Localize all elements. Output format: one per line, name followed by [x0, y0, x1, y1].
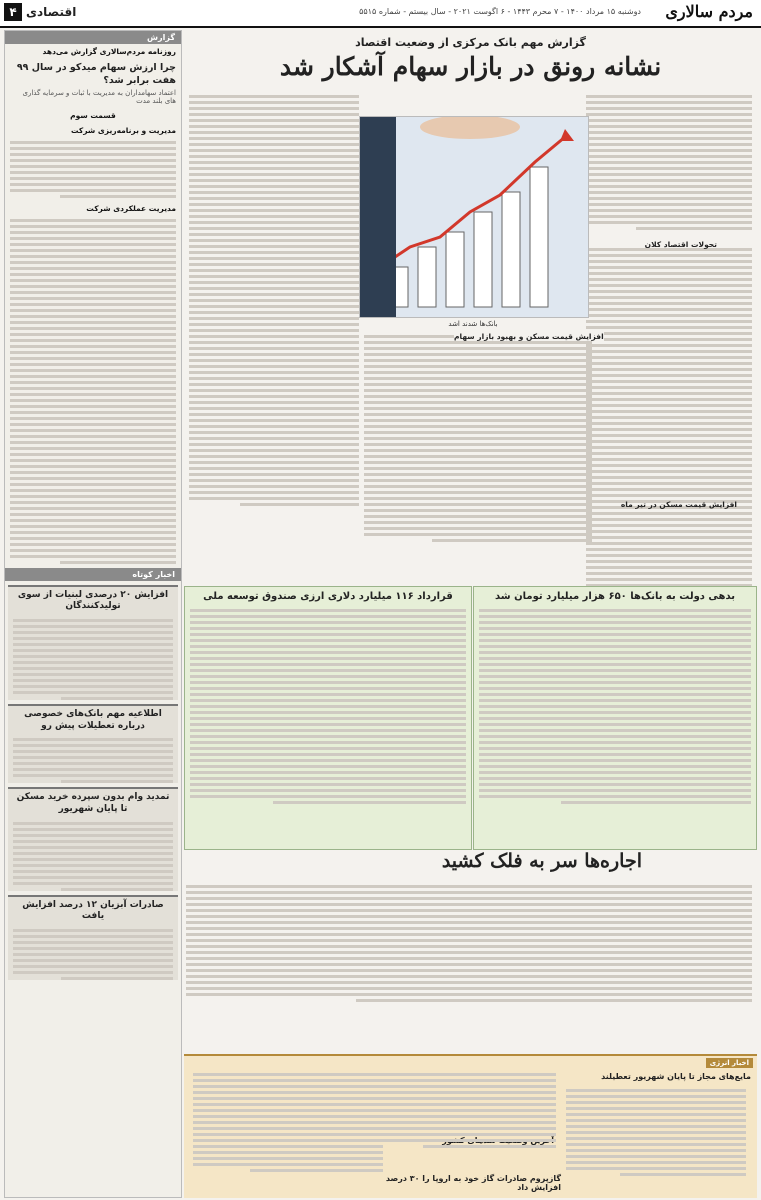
- growth-chart-illustration: [360, 117, 588, 317]
- energy-news-title-1: مایع‌های مجاز تا پایان شهریور تعطیلند: [601, 1072, 751, 1081]
- green-box-debt-title: بدهی دولت به بانک‌ها ۶۵۰ هزار میلیارد تومان شد: [495, 591, 735, 602]
- sidebar-box-4-title: صادرات آبزیان ۱۲ درصد افزایش یافت: [22, 899, 164, 922]
- section-number: ۴: [4, 3, 22, 21]
- sidebar-box-2: [8, 704, 178, 783]
- sidebar-box-1: [8, 585, 178, 700]
- article-column-left: [184, 92, 364, 509]
- main-kicker: گزارش مهم بانک مرکزی از وضعیت اقتصاد: [355, 36, 586, 49]
- article-column-middle: [359, 332, 597, 545]
- sidebar-kicker: گزارش: [5, 31, 181, 44]
- energy-news-title-2: گازپروم صادرات گاز خود به اروپا را ۳۰ درصد افزایش داد: [385, 1174, 561, 1192]
- section-name: اقتصادی: [26, 5, 77, 19]
- masthead: [0, 0, 761, 28]
- sidebar-box-3: [8, 787, 178, 890]
- rent-article-body: [181, 882, 757, 1005]
- energy-news-body-2: [361, 1070, 561, 1151]
- sidebar-heading-1: مدیریت و برنامه‌ریزی شرکت: [70, 125, 176, 135]
- sidebar-box-2-title: اطلاعیه مهم بانک‌های خصوصی درباره تعطیلات پیش رو: [24, 709, 162, 731]
- green-box-ndf: [184, 586, 472, 850]
- dateline: دوشنبه ۱۵ مرداد ۱۴۰۰ - ۷ محرم ۱۴۴۳ - ۶ اگوست ۲۰۲۱ - سال بیستم - شماره ۵۵۱۵: [359, 7, 641, 16]
- green-box-debt: [473, 586, 757, 850]
- energy-news-tag: اخبار انرژی: [706, 1058, 753, 1068]
- energy-news-box: [184, 1054, 757, 1198]
- rent-headline: اجاره‌ها سر به فلک کشید: [441, 850, 642, 872]
- subhead-macro: تحولات اقتصاد کلان: [644, 240, 717, 249]
- sidebar-box-4: [8, 895, 178, 980]
- sidebar-part-label: قسمت سوم: [70, 110, 116, 120]
- photo-caption: بانک‌ها شدند اشد: [448, 320, 498, 328]
- energy-news-body-1: [561, 1086, 751, 1179]
- sidebar-heading-2: مدیریت عملکردی شرکت: [86, 203, 176, 213]
- sidebar-lead-sub: اعتماد سهامداران به مدیریت با ثبات و سرمایه گذاری های بلند مدت: [22, 88, 176, 105]
- bar-chart-photo: [359, 116, 589, 318]
- green-box-ndf-title: قرارداد ۱۱۶ میلیارد دلاری ارزی صندوق توسعه ملی: [203, 591, 453, 602]
- article-column-right: [581, 92, 757, 626]
- sidebar-lead-title: چرا ارزش سهام میدکو در سال ۹۹ هفت برابر شد؟: [16, 62, 176, 86]
- brand-logo: مردم سالاری: [665, 2, 753, 21]
- sidebar: [4, 30, 182, 1198]
- sidebar-text-2: [5, 219, 181, 564]
- sidebar-lead-label: روزنامه مردم‌سالاری گزارش می‌دهد: [42, 47, 176, 56]
- main-area: [184, 30, 757, 1196]
- subhead-housing-july: افزایش قیمت مسکن در تیر ماه: [620, 500, 737, 509]
- section-tag: [4, 3, 76, 21]
- sidebar-text-1: [5, 141, 181, 198]
- sidebar-box-3-title: تمدید وام بدون سپرده خرید مسکن تا پایان شهریور: [16, 792, 170, 815]
- energy-news-body-3: [188, 1070, 388, 1175]
- subhead-housing-stocks: افزایش قیمت مسکن و بهبود بازار سهام: [454, 332, 604, 341]
- main-headline: نشانه رونق در بازار سهام آشکار شد: [279, 52, 662, 81]
- sidebar-box-1-title: افزایش ۲۰ درصدی لبنیات از سوی تولیدکنندگان: [17, 589, 169, 612]
- sidebar-tag-2: اخبار کوتاه: [5, 568, 181, 581]
